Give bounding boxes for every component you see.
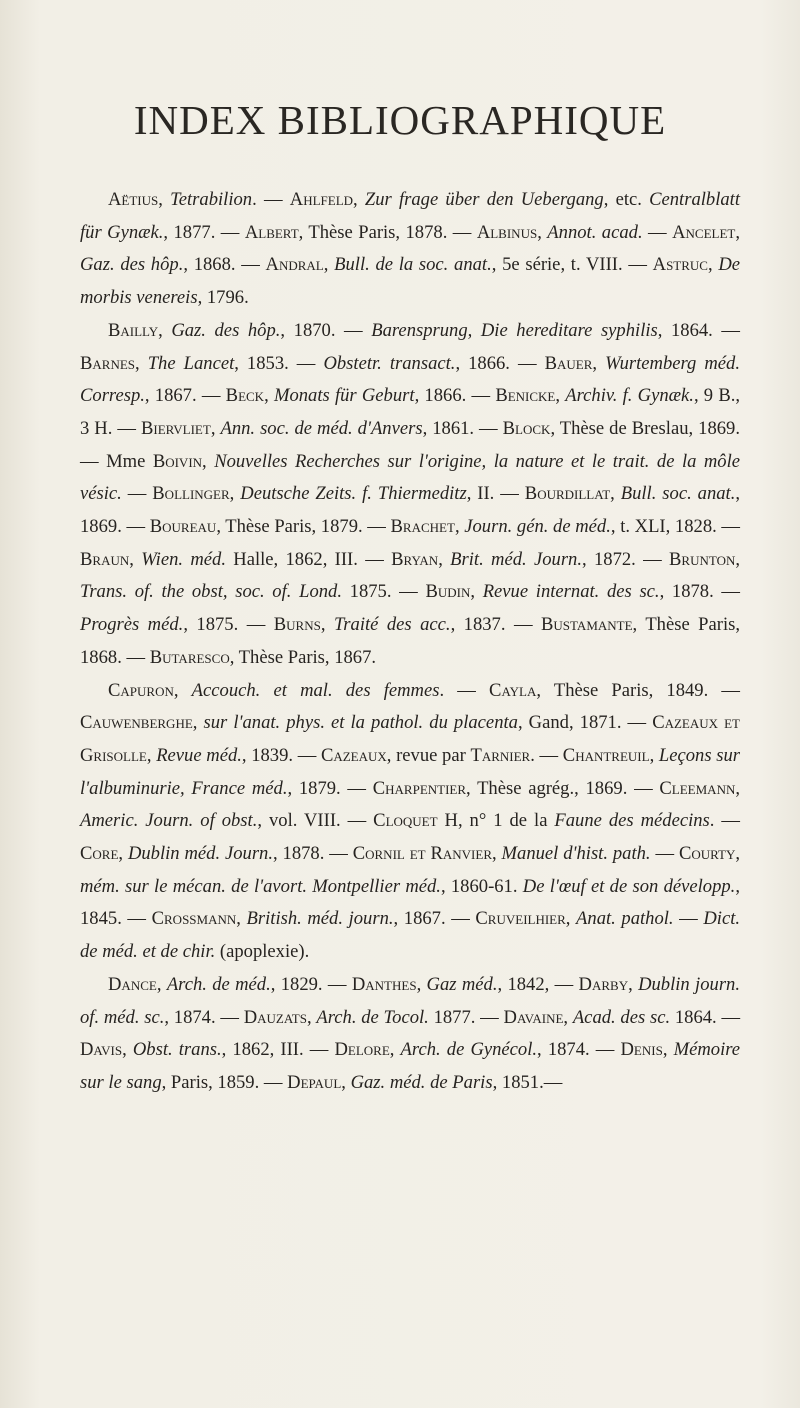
work-title: De morbis venereis	[80, 254, 741, 309]
work-title: Wurtemberg méd. Corresp.	[80, 352, 741, 407]
author-name: Budin	[425, 581, 471, 603]
citation-text: ,	[555, 385, 566, 407]
author-name: Davis	[80, 1039, 123, 1061]
author-name: Braun	[80, 548, 130, 570]
work-title: Anat. pathol.	[576, 908, 674, 930]
citation-text: . —	[252, 189, 290, 210]
citation-text: , 1851.—	[492, 1071, 563, 1093]
author-name: Albert	[244, 221, 299, 243]
work-title: Bull. soc. anat.	[620, 483, 736, 505]
citation-text: —	[650, 843, 679, 865]
author-name: Bourdillat	[524, 483, 611, 505]
citation-text: —	[642, 221, 673, 243]
citation-text: , Thèse Paris, 1878. —	[298, 221, 477, 243]
citation-text: ,	[492, 843, 502, 865]
work-title: Centralblatt für Gynæk.	[80, 189, 741, 243]
author-name: Delore	[334, 1039, 390, 1061]
work-title: Dict. de méd. et de chir.	[80, 908, 741, 963]
citation-text: ,	[135, 352, 148, 374]
citation-text: , 1861. —	[422, 417, 503, 439]
author-name: Darby	[578, 973, 629, 995]
author-name: Bryan	[391, 548, 439, 570]
work-title: Arch. de Gynécol.	[400, 1039, 538, 1061]
author-name: Cauwenberghe	[80, 712, 193, 734]
work-title: Ann. soc. de méd. d'Anvers	[220, 417, 423, 439]
citation-text: 1864. —	[670, 1006, 741, 1028]
work-title: Arch. de méd.	[166, 973, 271, 995]
work-title: Annot. acad.	[547, 221, 643, 243]
author-name: Cornil et Ranvier	[352, 843, 492, 865]
citation-text: ,	[565, 908, 577, 930]
citation-text: ,	[592, 352, 606, 374]
citation-text: ,	[129, 548, 142, 570]
citation-text: ,	[662, 1039, 674, 1061]
work-title: Leçons sur l'albuminurie, France méd.	[80, 744, 740, 799]
citation-text: ,	[118, 843, 128, 865]
work-title: The Lancet	[147, 352, 235, 374]
work-title: Dublin journ. of. méd. sc.	[80, 973, 741, 1028]
citation-text: , 1866. —	[455, 352, 545, 374]
work-title: Mémoire sur le sang	[80, 1039, 741, 1093]
author-name: Depaul	[287, 1071, 342, 1093]
author-name: Bollinger	[152, 483, 230, 505]
citation-text: , 1878. —	[659, 581, 741, 603]
author-name: Danthes	[351, 973, 417, 995]
author-name: Boureau	[149, 516, 217, 538]
work-title: Deutsche Zeits. f. Thiermeditz	[240, 483, 467, 505]
work-title: Dublin méd. Journ.	[127, 843, 273, 865]
author-name: Albinus	[476, 221, 538, 243]
citation-text: , Gand, 1871. —	[517, 712, 653, 734]
bibliography-paragraph	[80, 315, 740, 675]
author-name: Bustamante	[541, 614, 633, 636]
author-name: Biervliet	[140, 417, 211, 439]
citation-text: —	[673, 908, 704, 930]
work-title: Faune des médecins	[554, 810, 710, 832]
work-title: Trans. of. the obst, soc. of. Lond.	[80, 581, 342, 603]
citation-text: , 1879. —	[287, 777, 373, 799]
citation-text: 1875. —	[341, 581, 426, 603]
citation-text: ,	[202, 450, 215, 472]
citation-text: , 1796.	[197, 287, 249, 309]
citation-text: , Thèse Paris, 1867.	[229, 646, 377, 668]
work-title: Obst. trans.	[132, 1039, 222, 1061]
author-name: Barnes	[80, 352, 136, 374]
citation-text: , Thèse de Breslau, 1869. — Mme	[80, 417, 740, 472]
author-name: Cruveilhier	[475, 908, 566, 930]
work-title: Arch. de Tocol.	[316, 1006, 429, 1028]
citation-text: ,	[353, 189, 365, 210]
citation-text: ,	[236, 908, 247, 930]
citation-text: , 1864. —	[657, 319, 740, 341]
citation-text: ,	[416, 973, 427, 995]
author-name: Cleemann	[659, 777, 736, 799]
author-name: Core	[80, 843, 119, 865]
work-title: Obstetr. transact.	[323, 352, 456, 374]
citation-text: , 1860-61.	[440, 875, 523, 897]
author-name: Beck	[225, 385, 265, 407]
work-title: Americ. Journ. of obst.	[80, 810, 258, 832]
citation-text: ,	[146, 744, 157, 766]
work-title: Tetrabilion	[170, 189, 253, 210]
citation-text: , 1867. —	[144, 385, 226, 407]
citation-text: ,	[610, 483, 621, 505]
citation-text: ,	[173, 679, 192, 701]
citation-text: , 1878. —	[273, 843, 353, 865]
citation-text: . —	[709, 810, 740, 832]
citation-text: , 1869. —	[80, 483, 741, 538]
work-title: Manuel d'hist. path.	[501, 843, 651, 865]
citation-text: H, n° 1 de la	[437, 810, 555, 832]
citation-text: , 1874. —	[537, 1039, 621, 1061]
citation-text: ,	[341, 1071, 351, 1093]
citation-text: , 1875. —	[183, 614, 274, 636]
citation-text: ,	[210, 417, 221, 439]
citation-text: ,	[707, 254, 719, 276]
citation-text: ,	[438, 548, 451, 570]
author-name: Capuron	[108, 679, 174, 701]
citation-text: , 1853. —	[234, 352, 324, 374]
author-name: Brunton	[669, 548, 736, 570]
work-title: Acad. des sc.	[572, 1006, 671, 1028]
work-title: Barensprung, Die hereditare syphilis	[371, 319, 658, 341]
citation-text: , 1868. —	[183, 254, 266, 276]
citation-text: ,	[628, 973, 639, 995]
citation-text: , 9 B., 3 H. —	[80, 385, 741, 439]
author-name: Benicke	[495, 385, 556, 407]
citation-text: (apoplexie).	[215, 941, 310, 963]
citation-text: , Thèse Paris, 1849. —	[536, 679, 740, 701]
author-name: Courty	[678, 843, 736, 865]
citation-text: Halle, 1862, III. —	[225, 548, 392, 570]
citation-text: ,	[306, 1006, 317, 1028]
citation-text: —	[121, 483, 153, 505]
author-name: Tarnier	[470, 744, 531, 766]
citation-text: , 1872. —	[582, 548, 670, 570]
bibliography-body	[80, 184, 740, 1100]
author-name: Crossmann	[151, 908, 237, 930]
author-name: Brachet	[390, 516, 455, 538]
citation-text: ,	[649, 744, 659, 766]
citation-text: , 1845. —	[80, 875, 740, 930]
citation-text: , 1839. —	[241, 744, 321, 766]
author-name: Ahlfeld	[289, 189, 354, 210]
author-name: Butaresco	[149, 646, 230, 668]
citation-text: , Thèse Paris, 1879. —	[216, 516, 391, 538]
work-title: Archiv. f. Gynæk.	[565, 385, 694, 407]
citation-text: ,	[320, 614, 334, 636]
work-title: sur l'anat. phys. et la pathol. du placenta	[203, 712, 518, 734]
citation-text: ,	[537, 221, 548, 243]
citation-text: , 1867. —	[393, 908, 476, 930]
citation-text: , 1877. —	[163, 221, 245, 243]
work-title: De l'œuf et de son développ.	[522, 875, 736, 897]
author-name: Dauzats	[243, 1006, 307, 1028]
author-name: Denis	[620, 1039, 663, 1061]
work-title: mém. sur le mécan. de l'avort. Montpellier méd.	[80, 875, 441, 897]
work-title: Progrès méd.	[80, 614, 184, 636]
citation-text: ,	[735, 777, 740, 799]
work-title: Nouvelles Recherches sur l'origine, la nature et le trait. de la môle vésic.	[80, 450, 741, 505]
author-name: Astruc	[652, 254, 708, 276]
work-title: Zur frage über den Uebergang	[364, 189, 604, 210]
citation-text: ,	[158, 319, 172, 341]
citation-text: ,	[158, 189, 171, 210]
work-title: Bull. de la soc. anat.	[334, 254, 492, 276]
citation-text: , 1837. —	[450, 614, 542, 636]
citation-text: , 1866. —	[414, 385, 496, 407]
author-name: Ancelet	[672, 221, 736, 243]
citation-text: , 1874. —	[164, 1006, 244, 1028]
citation-text: ,	[156, 973, 167, 995]
citation-text: . —	[530, 744, 563, 766]
work-title: Journ. gén. de méd.	[464, 516, 611, 538]
bibliography-paragraph	[80, 184, 740, 315]
author-name: Cazeaux	[320, 744, 387, 766]
author-name: Chantreuil	[562, 744, 650, 766]
citation-text: , Thèse agrég., 1869. —	[466, 777, 660, 799]
author-name: Block	[502, 417, 551, 439]
citation-text: , 5e série, t. VIII. —	[491, 254, 653, 276]
work-title: Traité des acc.	[333, 614, 451, 636]
author-name: Cloquet	[373, 810, 438, 832]
bibliography-paragraph	[80, 675, 740, 969]
citation-text: , revue par	[386, 744, 471, 766]
work-title: Accouch. et mal. des femmes	[191, 679, 440, 701]
author-name: Andral	[265, 254, 324, 276]
citation-text: ,	[122, 1039, 133, 1061]
citation-text: ,	[264, 385, 274, 407]
citation-text: , vol. VIII. —	[257, 810, 374, 832]
bibliography-paragraph	[80, 969, 740, 1100]
work-title: Gaz. méd. de Paris	[350, 1071, 493, 1093]
citation-text: , 1870. —	[280, 319, 372, 341]
work-title: Brit. méd. Journ.	[450, 548, 583, 570]
work-title: Gaz. des hôp.	[80, 254, 184, 276]
author-name: Cazeaux et Grisolle	[80, 712, 740, 766]
author-name: Burns	[273, 614, 321, 636]
citation-text: ,	[389, 1039, 401, 1061]
author-name: Boivin	[152, 450, 203, 472]
work-title: Wien. méd.	[141, 548, 226, 570]
citation-text: ,	[454, 516, 465, 538]
work-title: Monats für Geburt	[273, 385, 415, 407]
work-title: Revue méd.	[156, 744, 242, 766]
citation-text: ,	[470, 581, 483, 603]
author-name: Aëtius	[108, 189, 159, 210]
work-title: Revue internat. des sc.	[482, 581, 660, 603]
citation-text: ,	[735, 221, 740, 243]
citation-text: , etc.	[603, 189, 650, 210]
author-name: Bailly	[108, 319, 159, 341]
author-name: Charpentier	[372, 777, 467, 799]
author-name: Cayla	[489, 679, 537, 701]
citation-text: 1877. —	[428, 1006, 504, 1028]
citation-text: , 1829. —	[270, 973, 352, 995]
citation-text: , Thèse Paris, 1868. —	[80, 614, 741, 668]
author-name: Dance	[108, 973, 157, 995]
citation-text: ,	[229, 483, 241, 505]
author-name: Bauer	[544, 352, 593, 374]
citation-text: ,	[735, 548, 741, 570]
citation-text: , 1842, —	[497, 973, 579, 995]
citation-text: , 1862, III. —	[221, 1039, 335, 1061]
citation-text: ,	[735, 843, 741, 865]
citation-text: ,	[323, 254, 335, 276]
citation-text: ,	[192, 712, 204, 734]
author-name: Davaine	[503, 1006, 564, 1028]
citation-text: , Paris, 1859. —	[161, 1071, 288, 1093]
work-title: Gaz méd.	[426, 973, 498, 995]
work-title: British. méd. journ.	[246, 908, 394, 930]
work-title: Gaz. des hôp.	[171, 319, 281, 341]
citation-text: ,	[563, 1006, 573, 1028]
page-title: INDEX BIBLIOGRAPHIQUE	[133, 97, 667, 143]
citation-text: , t. XLI, 1828. —	[610, 516, 741, 538]
citation-text: , II. —	[466, 483, 525, 505]
citation-text: . —	[439, 679, 490, 701]
